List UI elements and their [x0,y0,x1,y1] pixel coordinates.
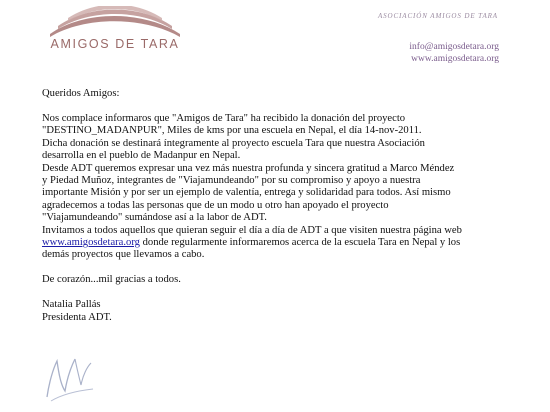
signer-name: Natalia Pallás [42,299,101,311]
body-line: "DESTINO_MADANPUR", Miles de kms por una escuela en Nepal, el día 14-nov-2011. [42,125,422,137]
signer-title: Presidenta ADT. [42,311,112,323]
body-line: Nos complace informaros que "Amigos de Tara" ha recibido la donación del proyecto [42,113,406,124]
website-link[interactable]: www.amigosdetara.org [42,237,140,249]
contact-website: www.amigosdetara.org [411,54,499,64]
paragraph-gap [42,262,522,275]
body-line: demás proyectos que llevamos a cabo. [42,249,205,261]
body-line: importante Misión y por ser un ejemplo de valentía, entrega y solidaridad para todos. Así mismo [42,187,451,199]
body-line: y Piedad Muñoz, integrantes de "Viajamundeando" por su compromiso y apoyo a nuestra [42,175,421,187]
paragraph-gap [42,100,522,113]
body-line: Desde ADT queremos expresar una vez más nuestra profunda y sincera gratitud a Marco Méndez [42,162,455,174]
body-line-with-link [42,237,522,249]
closing-line: De corazón...mil gracias a todos. [42,274,181,286]
logo-text: AMIGOS DE TARA [50,37,180,51]
logo [44,6,186,54]
contact-email: info@amigosdetara.org [409,42,499,52]
greeting: Queridos Amigos: [42,88,120,99]
organization-name: ASOCIACIÓN AMIGOS DE TARA [377,12,498,20]
body-line: agradecemos a todas las personas que de un modo u otro han apoyado el proyecto [42,199,389,211]
body-line: Dicha donación se destinará íntegramente al proyecto escuela Tara que nuestra Asociación [42,137,425,149]
contact-block [409,41,499,65]
body-line: "Viajamundeando" sumándose así a la labor de ADT. [42,212,267,224]
letter-body [42,88,522,324]
handwritten-signature [41,345,99,407]
body-line-rest: donde regularmente informaremos acerca de la escuela Tara en Nepal y los [139,237,461,249]
body-line: Invitamos a todos aquellos que quieran seguir el día a día de ADT a que visiten nuestra página web [42,224,462,236]
paragraph-gap [42,287,522,300]
logo-arcs-icon [44,6,186,38]
signature-icon [41,345,99,407]
body-line: desarrolla en el pueblo de Madanpur en Nepal. [42,150,241,162]
